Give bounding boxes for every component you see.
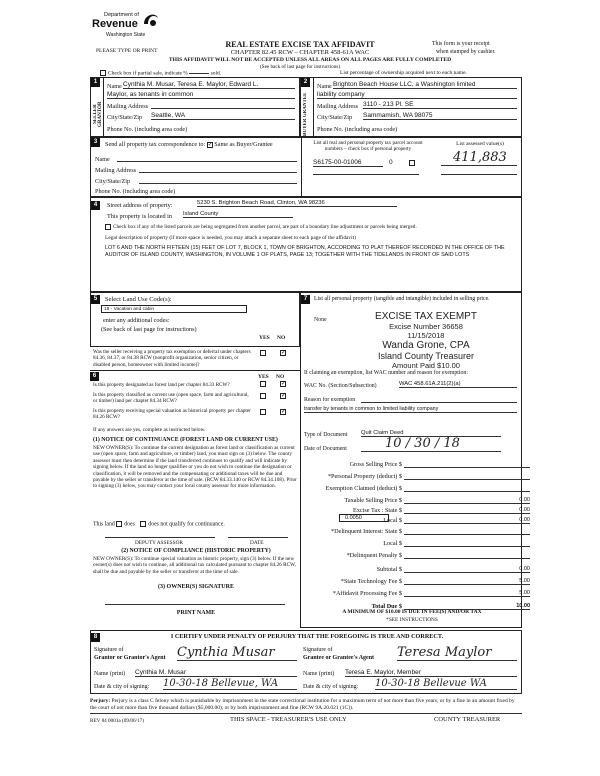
correspondence-section [90, 137, 522, 197]
parcel-suffix: 0 [389, 159, 393, 166]
fee-label: *Delinquent Interest: State $ [331, 528, 402, 535]
does-label: does [124, 521, 135, 528]
historic-question: Is this property receiving special valuation as historical property per chapter 84.26 RCW? [93, 408, 251, 421]
land-use-section [90, 292, 300, 347]
notice2-title: (2) NOTICE OF COMPLIANCE (HISTORIC PROPERTY) [121, 548, 271, 554]
doc-type-value: Quit Claim Deed [361, 430, 501, 437]
print-note: PLEASE TYPE OR PRINT [96, 48, 158, 54]
section-number: 3 [91, 138, 100, 147]
fee-value [404, 461, 530, 468]
seller-name-cont: Maylor, as tenants in common [107, 91, 295, 99]
corr-name-label: Name [95, 156, 110, 163]
parcel-header: List all real and personal property tax parcel account numbers – check box if personal property [313, 140, 423, 152]
fee-row [300, 473, 530, 483]
historic-no-checkbox[interactable]: ✓ [281, 409, 287, 415]
print-name-label: PRINT NAME [176, 610, 216, 616]
minimum-note: A MINIMUM OF $10.00 IS DUE IN FEE(S) AND/OR TAX [342, 609, 482, 615]
land-use-select[interactable]: 19 - Vacation and cabin [101, 305, 247, 313]
grantee-name-value: Teresa E. Maylor, Member [345, 669, 517, 677]
buyer-name-label: Name [317, 83, 332, 90]
seller-name-label: Name [107, 83, 122, 90]
grantee-signature: Teresa Maylor [397, 645, 517, 661]
seller-phone-label: Phone No. (including area code) [107, 126, 188, 133]
perjury-label: Perjury: [90, 698, 111, 704]
seller-name-value: Cynthia M. Musar, Teresa E. Maylor, Edward L. [123, 81, 295, 89]
form-title: REAL ESTATE EXCISE TAX AFFIDAVIT [225, 40, 375, 49]
street-value: 5230 S. Brighton Beach Road, Clinton, WA 98236 [197, 200, 397, 207]
grantor-name-value: Cynthia M. Musar [135, 669, 297, 677]
stamp-date: 11/15/2018 [407, 331, 445, 340]
current-use-no-checkbox[interactable]: ✓ [281, 393, 287, 399]
fee-label: Total Due $ [371, 603, 402, 610]
logo-swoosh-icon [142, 10, 160, 30]
seller-city-value: Seattle, WA [151, 112, 295, 120]
fee-value [404, 473, 530, 480]
certify-statement: I CERTIFY UNDER PENALTY OF PERJURY THAT THE FOREGOING IS TRUE AND CORRECT. [170, 633, 444, 640]
local-rate-value: 0.0050 [345, 515, 362, 521]
grantee-date-label: Date & city of signing: [303, 684, 359, 690]
send-to-text: Send all property tax correspondence to: [105, 141, 206, 148]
buyer-section [300, 77, 522, 137]
same-as-buyer-checkbox[interactable]: ✓ [207, 141, 213, 148]
segregated-row [105, 224, 417, 230]
yes-header: YES [258, 374, 269, 380]
buyer-name-cont: liability company [317, 91, 517, 99]
stamp-name: Wanda Grone, CPA [382, 340, 470, 351]
fee-label: *Personal Property (deduct) $ [327, 473, 402, 480]
fee-value [404, 485, 530, 492]
section-number: 8 [91, 633, 100, 642]
section-number: 6 [90, 372, 99, 381]
partial-sale-label: Check box if partial sale, indicate % [108, 70, 188, 77]
wac-value: WAC 458.61A.211(2)(a) [399, 381, 517, 388]
grantor-date-label: Date & city of signing: [94, 684, 150, 690]
forest-question: Is this property designated as forest land per chapter 84.33 RCW? [93, 382, 230, 388]
grantee-date-city: 10-30-18 Bellevue WA [375, 678, 517, 690]
grantee-sig-label-1: Signature of [303, 647, 333, 653]
seller-section [90, 77, 300, 137]
grantor-name-label: Name (print) [94, 671, 126, 677]
section-number: 1 [91, 78, 100, 87]
perjury-text: Perjury is a class C felony which is punishable by imprisonment in the state correctional institution for a maximum term of not more than five years, or by a fine in an amount fixed by the court of not more than five thousand dollars ($5,000.00), or by both imprisonment and fine (RCW 9A.20.021 (1C)). [90, 698, 515, 711]
form-chapter: CHAPTER 82.45 RCW – CHAPTER 458-61A WAC [230, 49, 370, 56]
section-number: 4 [91, 201, 100, 210]
send-to-label [105, 141, 273, 148]
buyer-mailing-value: 3110 - 213 Pl. SE [363, 101, 517, 109]
legal-description: LOT 6 AND THE NORTH FIFTEEN (15) FEET OF LOT 7, BLOCK 1, TOWN OF BRIGHTON, ACCORDING TO PLAT THEREOF RECORDED IN THE OFFICE OF THE AUDITOR OF ISLAND COUNTY, WASHINGTON, IN VOLUME 1 OF PLATS, PAGE 13; TOGETHER WITH THE TIDELANDS IN FRONT OF SAID LOTS [105, 245, 505, 258]
section-number: 2 [301, 78, 310, 87]
fee-value: 0.00 [404, 566, 530, 573]
excise-exempt-stamp [341, 311, 511, 370]
fee-row [300, 540, 530, 550]
does-not-label: does not [148, 521, 168, 528]
corr-city-label: City/State/Zip [95, 178, 131, 185]
doc-date-label: Date of Document [304, 446, 347, 452]
fee-row [300, 578, 530, 588]
fee-row [300, 497, 530, 507]
segregated-checkbox[interactable] [105, 224, 111, 230]
fee-label: Taxable Selling Price $ [344, 497, 402, 504]
personal-property-checkbox[interactable] [409, 160, 415, 166]
partial-sale-checkbox[interactable] [100, 70, 106, 76]
forest-yes-checkbox[interactable] [260, 381, 266, 387]
corr-phone-label: Phone No. (including area code) [95, 188, 176, 195]
section-number: 7 [301, 295, 310, 304]
notice1-title: (1) NOTICE OF CONTINUANCE (FOREST LAND OR CURRENT USE) [93, 437, 278, 443]
deputy-assessor-label: DEPUTY ASSESSOR [135, 540, 183, 546]
fee-value: 0.00 [404, 507, 530, 514]
additional-codes-label: enter any additional codes: [103, 317, 170, 324]
fee-label: *State Technology Fee $ [340, 578, 402, 585]
fee-row [300, 517, 530, 527]
fee-value: 0.00 [404, 497, 530, 504]
grantee-name-label: Name (print) [303, 671, 335, 677]
stamp-office: Island County Treasurer [377, 351, 475, 361]
located-label: This property is located in [107, 213, 172, 220]
exemption-question: Was the seller receiving a property tax exemption or deferral under chapters 84.36, 84.37, or 84.38 RCW (nonprofit organization, senior citizen, or disabled person, homeowner with limited income)? [93, 349, 251, 368]
assessed-header: List assessed value(s) [456, 141, 504, 147]
receipt-note-1: This form is your receipt [432, 41, 490, 47]
historic-yes-checkbox[interactable] [260, 409, 266, 415]
treasurer-use-note: THIS SPACE - TREASURER'S USE ONLY [230, 716, 347, 723]
no-header: NO [276, 374, 285, 380]
fee-label: *Affidavit Processing Fee $ [332, 590, 402, 597]
segregated-label: Check box if any of the listed parcels are being segregated from another parcel, are part of a boundary line adjustment or parcels being merged. [113, 224, 417, 231]
partial-sale-row [100, 70, 221, 76]
fee-row [300, 552, 530, 562]
percent-list-note: List percentage of ownership acquired next to each name. [340, 70, 467, 76]
fee-label: Gross Selling Price $ [349, 461, 402, 468]
qualify-label: qualify for continuance. [169, 521, 225, 528]
land-label: This land [93, 521, 115, 528]
form-number: REV 84 0001a (09/06/17) [90, 718, 144, 724]
current-use-yes-checkbox[interactable] [260, 393, 266, 399]
fee-value [404, 540, 530, 547]
qualify-row [93, 521, 225, 527]
fee-value: 5.00 [404, 578, 530, 585]
fee-row [300, 507, 530, 517]
exemption-claim-label: If claiming an exemption, list WAC number and reason for exemption: [304, 370, 468, 376]
stamp-title: EXCISE TAX EXEMPT [375, 311, 477, 322]
county-treasurer-label: COUNTY TREASURER [434, 716, 501, 723]
form-warning: THIS AFFIDAVIT WILL NOT BE ACCEPTED UNLESS ALL AREAS ON ALL PAGES ARE FULLY COMPLETED [168, 57, 452, 63]
buyer-mailing-label: Mailing Address [317, 103, 359, 110]
located-value: Island County [183, 211, 293, 218]
fee-value: 5.00 [404, 590, 530, 597]
does-not-checkbox[interactable] [140, 521, 146, 527]
see-back-note: (See back of last page for instructions) [259, 64, 341, 70]
stamp-amount: Amount Paid $10.00 [392, 361, 460, 370]
fee-value [404, 552, 530, 559]
personal-property-label: List all personal property (tangible and intangible) included in selling price. [314, 296, 490, 302]
reason-label: Reason for exemption [304, 397, 356, 403]
fee-label: Local $ [383, 517, 402, 524]
logo-state: Washington State [106, 32, 146, 38]
fee-row-total [300, 603, 530, 613]
deputy-date-label: DATE [250, 540, 264, 546]
doc-date-value: 10 / 30 / 18 [361, 436, 501, 452]
property-section [90, 197, 522, 292]
grantor-signature: Cynthia Musar [177, 645, 297, 661]
land-use-label: Select Land Use Code(s): [105, 296, 172, 303]
fee-value: 10.00 [404, 603, 530, 610]
reason-value: transfer by tenants in common to limited liability company [304, 406, 517, 413]
buyer-city-value: Sammamish, WA 98075 [363, 112, 517, 120]
buyer-side-label: BUYER GRANTEE [303, 92, 308, 136]
fee-label: Local $ [383, 540, 402, 547]
fee-label: Exemption Claimed (deduct) $ [325, 485, 402, 492]
assessed-value: 411,883 [453, 150, 507, 165]
legal-label: Legal description of property (if more space is needed, you may attach a separate sheet to each page of the affidavit) [105, 235, 356, 241]
no-header: NO [277, 335, 286, 341]
buyer-name-value: Brighton Beach House LLC, a Washington limited [333, 81, 517, 89]
current-use-question: Is this property classified as current use (open space, farm and agricultural, or timber) land per chapter 84.34 RCW? [93, 392, 249, 405]
if-any-note: If any answers are yes, complete as instructed below. [93, 427, 206, 433]
fee-row [300, 590, 530, 600]
fee-label: Subtotal $ [376, 566, 402, 573]
seller-mailing-label: Mailing Address [107, 103, 149, 110]
fee-value: 0.00 [404, 517, 530, 524]
fee-label: *Delinquent Penalty $ [346, 552, 402, 559]
doc-type-label: Type of Document [304, 432, 348, 438]
fee-value [404, 528, 530, 535]
seller-city-label: City/State/Zip [107, 114, 143, 121]
certification-section [90, 630, 522, 694]
exemption-no-checkbox[interactable]: ✓ [281, 350, 287, 356]
buyer-city-label: City/State/Zip [317, 114, 353, 121]
corr-mailing-label: Mailing Address [95, 167, 137, 174]
wac-label: WAC No. (Section/Subsection) [304, 383, 377, 389]
grantor-agent-label: Grantor or Grantor's Agent [94, 655, 166, 661]
personal-property-value: None [314, 317, 327, 323]
fee-label: Excise Tax : State $ [353, 507, 402, 514]
does-checkbox[interactable] [116, 521, 122, 527]
grantee-agent-label: Grantee or Grantee's Agent [303, 655, 375, 661]
notice2-text: NEW OWNER(S): To continue special valuation as historic property, sign (3) below. If the new owner(s) does not wish to continue, all additional tax calculated pursuant to chapter 84.26 RCW, shall be due and payable by the seller or transferor at the time of sale. [93, 556, 296, 575]
logo-dept: Department of [104, 12, 139, 18]
street-label: Street address of property: [107, 202, 173, 209]
fee-row [300, 566, 530, 576]
section-number: 5 [91, 295, 100, 304]
stamp-number: Excise Number 36658 [389, 322, 463, 331]
partial-sold-label: sold. [210, 70, 222, 77]
exemption-yes-checkbox[interactable] [260, 350, 266, 356]
notice1-text: NEW OWNER(S): To continue the current designation as forest land or classification as current use (open space, farm and agriculture, or timber) land, you must sign on (3) below. The county assessor must then determine if the land transferred continues to qualify and will indicate by signing below. If the land no longer qualifies or you do not wish to continue the designation or classification, it will be removed and the compensating or additional taxes will be due and payable by the seller or transferor at the time of sale. (RCW 84.33.140 or RCW 84.34.108). Prior to signing (3) below, you may contact your local county assessor for more information. [93, 445, 297, 490]
fee-row [300, 461, 530, 471]
buyer-phone-label: Phone No. (including area code) [317, 126, 398, 133]
forest-no-checkbox[interactable]: ✓ [281, 381, 287, 387]
yes-header: YES [259, 335, 270, 341]
land-use-see-back: (See back of last page for instructions) [101, 326, 197, 333]
fee-row [300, 485, 530, 495]
forest-section [90, 370, 300, 378]
grantor-sig-label-1: Signature of [94, 647, 124, 653]
revenue-logo [92, 10, 162, 44]
seller-side-label: SELLER GRANTOR [93, 101, 103, 127]
same-as-buyer-label: Same as Buyer/Grantee [214, 141, 273, 148]
receipt-note-2: when stamped by cashier. [436, 49, 496, 55]
perjury-note [90, 698, 522, 712]
owner-signature-label: (3) OWNER(S) SIGNATURE [158, 584, 234, 590]
see-instructions: *SEE INSTRUCTIONS [386, 617, 438, 623]
grantor-date-city: 10-30-18 Bellevue, WA [163, 678, 297, 690]
fee-row [300, 528, 530, 538]
logo-name: Revenue [92, 18, 138, 30]
parcel-number: S6175-00-01006 [313, 159, 383, 167]
